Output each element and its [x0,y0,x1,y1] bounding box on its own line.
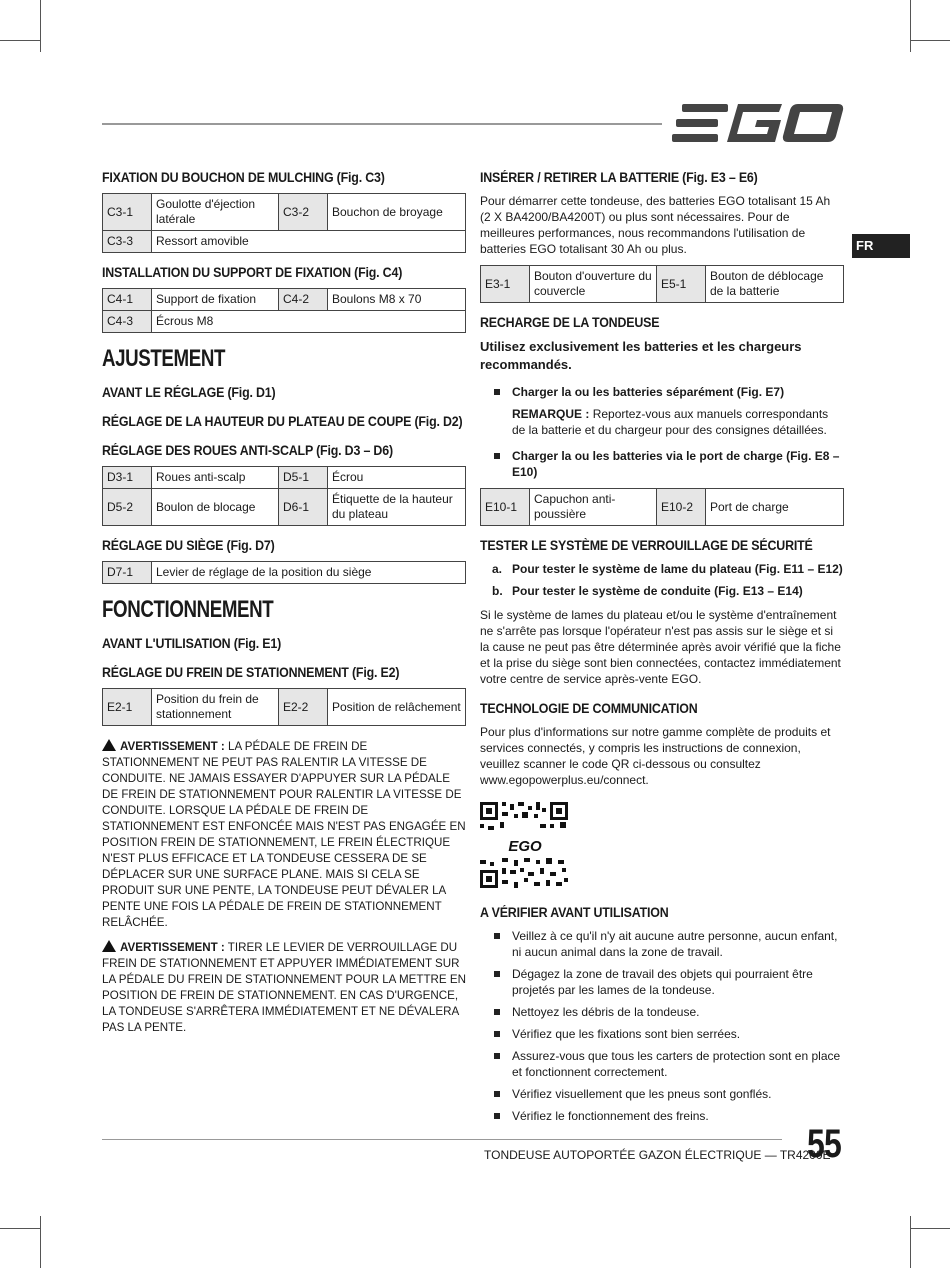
list-marker: b. [492,584,503,598]
table-cell: Bouton d'ouverture du couvercle [530,266,657,303]
crop-mark [910,40,950,41]
parts-table [102,193,466,253]
numbered-list [480,561,844,599]
section-title: INSTALLATION DU SUPPORT DE FIXATION (Fig. C4) [102,265,403,280]
section-title: RÉGLAGE DES ROUES ANTI-SCALP (Fig. D3 – D6) [102,443,393,458]
qr-logo-text: EGO [508,838,542,855]
list-item: Vérifiez que les fixations sont bien serrées. [480,1026,844,1042]
table-cell: Étiquette de la hauteur du plateau [328,489,466,526]
table-cell: C4-1 [103,289,152,311]
list-marker: a. [492,562,503,576]
table-cell: Bouton de déblocage de la batterie [706,266,844,303]
crop-mark [910,0,911,52]
chapter-heading: AJUSTEMENT [102,345,225,372]
list-item [480,583,844,599]
section-title: A VÉRIFIER AVANT UTILISATION [480,905,669,920]
parts-table [102,288,466,333]
left-column [102,170,466,1044]
list-item: Vérifiez visuellement que les pneus sont gonflés. [480,1086,844,1102]
table-cell: C4-2 [279,289,328,311]
crop-mark [910,1228,950,1229]
table-cell: Ressort amovible [152,231,466,253]
parts-table [102,561,466,584]
list-item: Charger la ou les batteries séparément (Fig. E7) [480,384,844,400]
parts-table [480,265,844,303]
warning-text: TIRER LE LEVIER DE VERROUILLAGE DU FREIN DE STATIONNEMENT ET APPUYER IMMÉDIATEMENT SUR LA PÉDALE DU FREIN DE STATIONNEMENT POUR LA METTRE EN POSITION DE FREIN DE STATIONNEMENT. EN CAS D'URGENCE, LA TONDEUSE S'ARRÊTERA IMMÉDIATEMENT ET NE DÉVALERA PAS LA PENTE. [102,941,466,1034]
list-item: Nettoyez les débris de la tondeuse. [480,1004,844,1020]
ego-logo [672,104,844,142]
table-cell: Bouchon de broyage [328,194,466,231]
table-cell: C3-1 [103,194,152,231]
table-cell: E5-1 [657,266,706,303]
crop-mark [910,1216,911,1268]
list-item: Charger la ou les batteries via le port de charge (Fig. E8 – E10) [480,448,844,480]
list-item: Vérifiez le fonctionnement des freins. [480,1108,844,1124]
footer-rule [102,1139,782,1140]
warning-icon [102,940,116,952]
table-cell: Support de fixation [152,289,279,311]
language-tab: FR [852,234,910,258]
list-text: Pour tester le système de conduite (Fig. E13 – E14) [512,584,803,598]
paragraph: Pour démarrer cette tondeuse, des batteries EGO totalisant 15 Ah (2 X BA4200/BA4200T) ou plus sont nécessaires. Pour de meilleures performances, nous recommandons l'utilisation de batteries EGO totalisant 30 Ah ou plus. [480,194,831,256]
table-cell: E3-1 [481,266,530,303]
crop-mark [40,0,41,52]
section-title: TECHNOLOGIE DE COMMUNICATION [480,701,698,716]
table-cell: Boulons M8 x 70 [328,289,466,311]
crop-mark [0,1228,40,1229]
footer-text: TONDEUSE AUTOPORTÉE GAZON ÉLECTRIQUE — TR4200E [484,1148,831,1162]
section-title: RÉGLAGE DU SIÈGE (Fig. D7) [102,538,275,553]
warning-icon [102,739,116,751]
table-cell: E10-2 [657,489,706,526]
table-cell: Goulotte d'éjection latérale [152,194,279,231]
table-cell: Port de charge [706,489,844,526]
crop-mark [40,1216,41,1268]
section-title: FIXATION DU BOUCHON DE MULCHING (Fig. C3) [102,170,385,185]
table-cell: E2-1 [103,689,152,726]
checklist [480,928,844,1124]
parts-table [102,688,466,726]
table-cell: Capuchon anti-poussière [530,489,657,526]
warning-label: AVERTISSEMENT : [120,941,225,954]
parts-table [480,488,844,526]
table-cell: E10-1 [481,489,530,526]
list-item [480,561,844,577]
qr-code[interactable] [480,802,570,890]
table-cell: Écrou [328,467,466,489]
section-title: RÉGLAGE DE LA HAUTEUR DU PLATEAU DE COUPE (Fig. D2) [102,414,463,429]
table-cell: D5-2 [103,489,152,526]
page-number: 55 [807,1122,841,1166]
bullet-list [480,448,844,480]
parts-table [102,466,466,526]
bullet-list [480,384,844,400]
warning-text: LA PÉDALE DE FREIN DE STATIONNEMENT NE PEUT PAS RALENTIR LA VITESSE DE CONDUITE. NE JAMAIS ESSAYER D'APPUYER SUR LA PÉDALE DE FREIN DE STATIONNEMENT POUR RALENTIR LA VITESSE DE CONDUITE. LORSQUE LA PÉDALE DE FREIN DE STATIONNEMENT EST ENFONCÉE MAIS N'EST PAS ENGAGÉE EN POSITION FREIN DE STATIONNEMENT, LE FREIN ÉLECTRIQUE N'EST PLUS EFFICACE ET LA TONDEUSE CESSERA DE SE DÉPLACER SUR UNE SURFACE PLANE. MAIS SI CELA SE PRODUIT SUR UNE PENTE, LA TONDEUSE PEUT DÉVALER LA PENTE UNE FOIS LA PÉDALE DE FREIN DE STATIONNEMENT RELÂCHÉE. [102,740,466,929]
list-item: Veillez à ce qu'il n'y ait aucune autre personne, aucun enfant, ni aucun animal dans la zone de travail. [480,928,844,960]
list-text: Pour tester le système de lame du plateau (Fig. E11 – E12) [512,562,843,576]
table-cell: D6-1 [279,489,328,526]
section-title: INSÉRER / RETIRER LA BATTERIE (Fig. E3 – E6) [480,170,758,185]
header-rule [102,123,662,125]
paragraph: Si le système de lames du plateau et/ou le système d'entraînement ne s'arrête pas lorsque l'opérateur n'est pas assis sur le siège et si la cause ne peut pas être déterminée après avoir vérifié que la fiche et la prise du siège sont bien connectées, contactez immédiatement votre centre de service après-vente EGO. [480,608,841,686]
note-label: REMARQUE : [512,407,590,421]
table-cell: D5-1 [279,467,328,489]
subheading: Utilisez exclusivement les batteries et les chargeurs recommandés. [480,339,802,372]
section-title: AVANT LE RÉGLAGE (Fig. D1) [102,385,276,400]
table-cell: E2-2 [279,689,328,726]
section-title: TESTER LE SYSTÈME DE VERROUILLAGE DE SÉCURITÉ [480,538,813,553]
list-item: Assurez-vous que tous les carters de protection sont en place et fonctionnent correctement. [480,1048,844,1080]
warning-label: AVERTISSEMENT : [120,740,225,753]
warning-paragraph [102,939,466,1036]
section-title: AVANT L'UTILISATION (Fig. E1) [102,636,282,651]
paragraph: Pour plus d'informations sur notre gamme complète de produits et services connectés, y compris les instructions de connexion, veuillez scanner le code QR ci-dessous ou consultez www.egopowerplus.eu/connect. [480,725,831,787]
list-item: Dégagez la zone de travail des objets qui pourraient être projetés par les lames de la tondeuse. [480,966,844,998]
table-cell: Écrous M8 [152,311,466,333]
table-cell: Position de relâchement [328,689,466,726]
crop-mark [0,40,40,41]
table-cell: D7-1 [103,562,152,584]
table-cell: D3-1 [103,467,152,489]
table-cell: C3-2 [279,194,328,231]
table-cell: Levier de réglage de la position du siège [152,562,466,584]
table-cell: Roues anti-scalp [152,467,279,489]
section-title: RECHARGE DE LA TONDEUSE [480,315,660,330]
table-cell: C4-3 [103,311,152,333]
chapter-heading: FONCTIONNEMENT [102,596,274,623]
warning-paragraph [102,738,466,931]
table-cell: Position du frein de stationnement [152,689,279,726]
note [480,406,844,438]
table-cell: C3-3 [103,231,152,253]
note-text: Reportez-vous aux manuels correspondants de la batterie et du chargeur pour des consignes détaillées. [512,407,829,437]
table-cell: Boulon de blocage [152,489,279,526]
right-column [480,170,844,1132]
section-title: RÉGLAGE DU FREIN DE STATIONNEMENT (Fig. E2) [102,665,400,680]
